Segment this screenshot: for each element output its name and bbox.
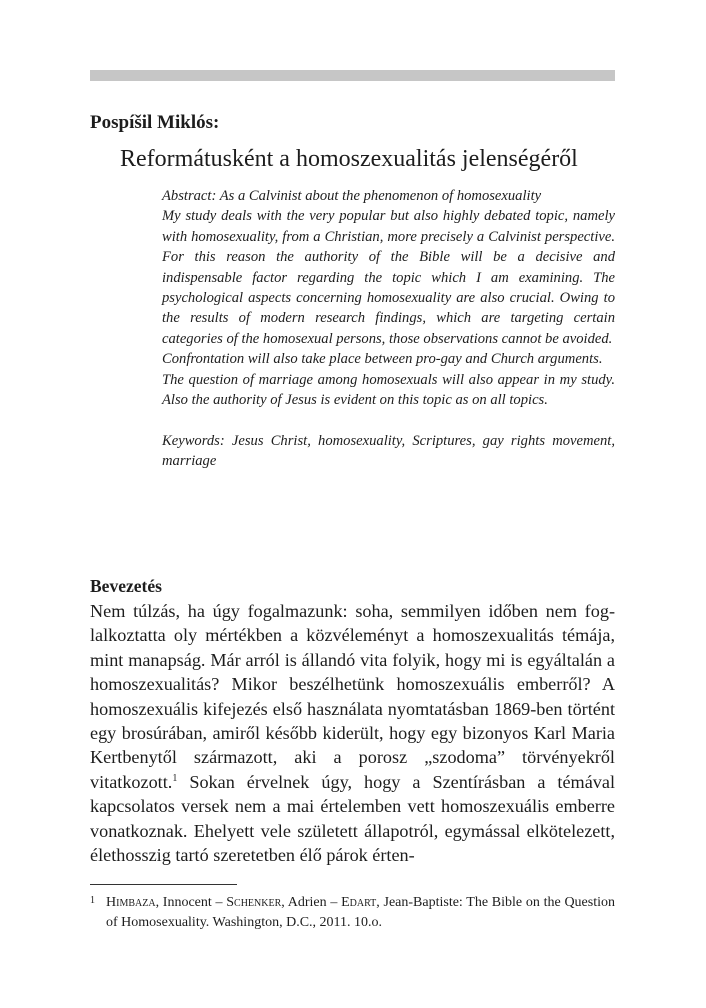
footnote-author-1: Himbaza [106, 895, 156, 910]
abstract-heading: Abstract: As a Calvinist about the phenomenon of homosexuality [162, 188, 542, 204]
author-name: Pospíšil Miklós: [90, 112, 220, 133]
abstract [162, 186, 615, 472]
abstract-paragraph-3: The question of marriage among homosexuals will also appear in my study. Also the authority of Jesus is evident on this topic as on all topics. [162, 371, 615, 409]
footnote-rest: , Jean-Baptiste: The Bible on the Question of Homosexuality. Washington, D.C., 2011. 10.o. [106, 895, 615, 930]
abstract-spacer [162, 410, 615, 430]
body-paragraph [90, 599, 615, 867]
footnote-number: 1 [90, 895, 95, 906]
footnote-separator-2: , Adrien – [281, 895, 342, 910]
section-heading: Bevezetés [90, 576, 162, 596]
article-title: Reformátusként a homoszexualitás jelenségéről [120, 146, 578, 172]
footnote-author-2: Schenker [226, 895, 282, 910]
footnote-author-3: Edart [341, 895, 377, 910]
abstract-paragraph-1: My study deals with the very popular but also highly debated topic, namely with homosexuality, from a Christian, more precisely a Calvinist perspective. For this reason the authority of the Bible will be a decisive and indispensable factor regarding the topic which I am examining. The psychological aspects concerning homosexuality are also crucial. Owing to the results of modern research findings, which are targeting certain categories of the homosexual persons, those observations cannot be avoided. [162, 208, 615, 347]
body-text-part-1: Nem túlzás, ha úgy fogalmazunk: soha, semmilyen időben nem foglalkoztatta oly mértékben a közvéleményt a homoszexualitás témája, mint manapság. Már arról is állandó vita folyik, hogy mi is egyáltalán a homoszexualitás? Mikor beszélhetünk homoszexuális emberről? A homoszexuális kifejezés első használata nyomtatásban 1869-ben történt egy brosúrában, amiről később kiderült, hogy egy bizonyos Karl Maria Kertbenytől származott, aki a porosz „szodoma” törvényekről vitatkozott. [90, 601, 615, 792]
footnote-rule [90, 884, 237, 885]
footnote-separator-1: , Innocent – [155, 895, 227, 910]
abstract-paragraph-2: Confrontation will also take place between pro-gay and Church arguments. [162, 351, 603, 368]
footnote-text [106, 893, 615, 933]
footnote-reference[interactable]: 1 [172, 772, 178, 784]
keywords: Keywords: Jesus Christ, homosexuality, Scriptures, gay rights movement, marriage [162, 432, 615, 470]
body-text-part-2: Sokan érvelnek úgy, hogy a Szentírásban a témával kapcsolatos versek nem a mai értelemben vett homoszexuális emberre vonatkoznak. Ehelyett vele született állapotról, egymással elkötelezett, élethosszig tartó szeretetben élő párok érten- [90, 771, 615, 866]
footnote [90, 893, 615, 933]
header-rule [90, 70, 615, 81]
